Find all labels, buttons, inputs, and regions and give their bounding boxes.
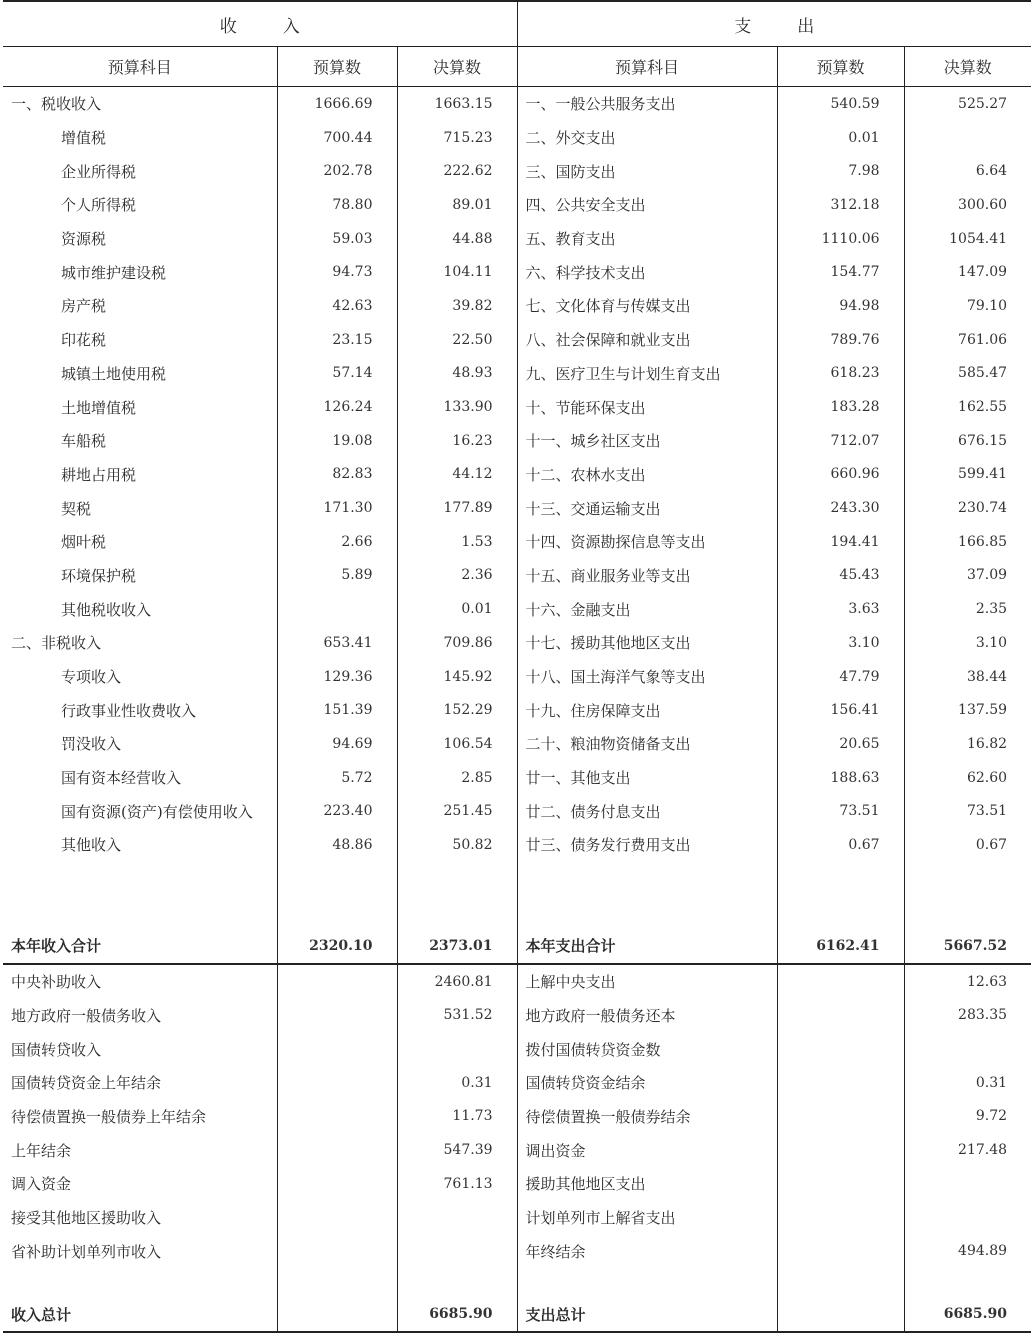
income-subject-cell: 增值税	[3, 121, 277, 155]
expenditure-final-cell: 494.89	[958, 1243, 1008, 1260]
expenditure-subject-cell: 六、科学技术支出	[517, 255, 777, 289]
expenditure-final-cell: 585.47	[958, 365, 1008, 382]
expenditure-final-cell: 761.06	[958, 331, 1008, 348]
expenditure-budget-cell: 243.30	[777, 491, 904, 525]
expenditure-budget-cell	[777, 1297, 904, 1332]
expenditure-subject-cell: 上解中央支出	[517, 964, 777, 999]
expenditure-final-cell	[904, 1167, 1031, 1201]
income-budget-header: 预算数	[277, 47, 397, 87]
income-final-cell: 16.23	[397, 424, 517, 458]
income-budget-cell: 59.03	[277, 222, 397, 256]
income-final-cell: 177.89	[397, 491, 517, 525]
spacer-row	[3, 862, 1031, 929]
expenditure-budget-cell: 156.41	[777, 693, 904, 727]
expenditure-final-cell: 166.85	[958, 533, 1008, 550]
expenditure-final-cell: 79.10	[966, 297, 1008, 314]
income-subject-cell: 城镇土地使用税	[3, 357, 277, 391]
expenditure-subject-cell: 十一、城乡社区支出	[517, 424, 777, 458]
empty-cell	[777, 862, 904, 929]
income-final-cell: 531.52	[397, 999, 517, 1033]
year-total-row	[3, 929, 1031, 964]
expenditure-final-cell: 6685.90	[904, 1297, 1031, 1332]
income-budget-cell: 94.73	[277, 255, 397, 289]
expenditure-final-cell	[904, 1201, 1031, 1235]
expenditure-subject-cell: 四、公共安全支出	[517, 188, 777, 222]
income-subject-cell: 一、税收收入	[3, 87, 277, 121]
expenditure-subject-header: 预算科目	[517, 47, 777, 87]
expenditure-subject-cell: 地方政府一般债务还本	[517, 999, 777, 1033]
income-subject-cell: 城市维护建设税	[3, 255, 277, 289]
expenditure-subject-cell: 待偿债置换一般债券结余	[517, 1100, 777, 1134]
expenditure-budget-cell: 20.65	[777, 727, 904, 761]
expenditure-budget-cell: 712.07	[777, 424, 904, 458]
income-subject-cell: 国债转贷资金上年结余	[3, 1066, 277, 1100]
table-row	[3, 357, 1031, 391]
income-subject-header: 预算科目	[3, 47, 277, 87]
expenditure-budget-cell: 94.98	[777, 289, 904, 323]
expenditure-subject-cell: 十二、农林水支出	[517, 458, 777, 492]
table-row	[3, 1032, 1031, 1066]
expenditure-budget-cell	[777, 999, 904, 1033]
expenditure-budget-cell	[777, 1066, 904, 1100]
expenditure-final-cell: 1054.41	[949, 230, 1008, 247]
income-budget-cell: 700.44	[277, 121, 397, 155]
expenditure-subject-cell: 二、外交支出	[517, 121, 777, 155]
income-final-cell: 1.53	[397, 525, 517, 559]
income-budget-cell	[277, 1032, 397, 1066]
expenditure-subject-cell: 本年支出合计	[517, 929, 777, 964]
expenditure-budget-cell: 618.23	[777, 357, 904, 391]
expenditure-final-cell: 217.48	[958, 1142, 1008, 1159]
expenditure-subject-cell: 国债转贷资金结余	[517, 1066, 777, 1100]
income-subject-cell: 调入资金	[3, 1167, 277, 1201]
table-row	[3, 222, 1031, 256]
expenditure-subject-cell: 拨付国债转贷资金数	[517, 1032, 777, 1066]
income-final-cell: 0.31	[397, 1066, 517, 1100]
table-row	[3, 1167, 1031, 1201]
income-subject-cell: 地方政府一般债务收入	[3, 999, 277, 1033]
income-subject-cell: 接受其他地区援助收入	[3, 1201, 277, 1235]
income-final-cell: 44.88	[397, 222, 517, 256]
income-budget-cell: 57.14	[277, 357, 397, 391]
income-budget-cell: 129.36	[277, 660, 397, 694]
income-subject-cell: 土地增值税	[3, 390, 277, 424]
budget-table	[3, 0, 1031, 1333]
budget-table-sheet	[3, 0, 1031, 1333]
expenditure-final-cell: 73.51	[966, 803, 1008, 820]
income-subject-cell: 环境保护税	[3, 559, 277, 593]
expenditure-final-cell	[904, 1032, 1031, 1066]
table-row	[3, 87, 1031, 121]
income-budget-cell: 5.72	[277, 761, 397, 795]
expenditure-subject-cell: 廿一、其他支出	[517, 761, 777, 795]
table-row	[3, 289, 1031, 323]
income-final-cell: 11.73	[397, 1100, 517, 1134]
section-header-row	[3, 1, 1031, 47]
expenditure-final-cell: 9.72	[975, 1108, 1008, 1125]
expenditure-budget-cell: 312.18	[777, 188, 904, 222]
income-section-header	[3, 1, 517, 47]
expenditure-subject-cell: 七、文化体育与传媒支出	[517, 289, 777, 323]
income-budget-cell: 151.39	[277, 693, 397, 727]
income-subject-cell: 专项收入	[3, 660, 277, 694]
expenditure-final-cell: 62.60	[966, 769, 1008, 786]
table-row	[3, 424, 1031, 458]
income-final-cell: 715.23	[397, 121, 517, 155]
table-row	[3, 828, 1031, 862]
income-budget-cell	[277, 1066, 397, 1100]
expenditure-subject-cell: 年终结余	[517, 1234, 777, 1268]
income-subject-cell: 契税	[3, 491, 277, 525]
income-final-cell: 2.36	[397, 559, 517, 593]
expenditure-subject-cell: 廿二、债务付息支出	[517, 794, 777, 828]
income-subject-cell: 烟叶税	[3, 525, 277, 559]
expenditure-budget-cell: 3.63	[777, 592, 904, 626]
income-subject-cell: 房产税	[3, 289, 277, 323]
empty-cell	[397, 862, 517, 929]
income-subject-cell: 收入总计	[3, 1297, 277, 1332]
expenditure-subject-cell: 十八、国土海洋气象等支出	[517, 660, 777, 694]
expenditure-final-cell: 37.09	[966, 567, 1008, 584]
expenditure-subject-cell: 十三、交通运输支出	[517, 491, 777, 525]
table-row	[3, 660, 1031, 694]
table-row	[3, 491, 1031, 525]
expenditure-subject-cell: 八、社会保障和就业支出	[517, 323, 777, 357]
income-final-cell	[397, 1234, 517, 1268]
income-final-cell: 2460.81	[397, 964, 517, 999]
empty-cell	[3, 1268, 277, 1297]
table-row	[3, 1234, 1031, 1268]
income-final-cell: 251.45	[397, 794, 517, 828]
income-final-cell: 44.12	[397, 458, 517, 492]
expenditure-final-cell: 0.67	[975, 836, 1008, 853]
expenditure-final-cell: 0.31	[975, 1074, 1008, 1091]
empty-cell	[904, 1268, 1031, 1297]
expenditure-subject-cell: 十七、援助其他地区支出	[517, 626, 777, 660]
expenditure-final-cell: 5667.52	[943, 937, 1008, 954]
expenditure-final-cell: 162.55	[958, 399, 1008, 416]
income-final-cell: 6685.90	[397, 1297, 517, 1332]
table-row	[3, 592, 1031, 626]
income-final-cell: 547.39	[397, 1133, 517, 1167]
income-subject-cell: 车船税	[3, 424, 277, 458]
expenditure-subject-cell: 廿三、债务发行费用支出	[517, 828, 777, 862]
income-budget-cell	[277, 1100, 397, 1134]
grand-total-row	[3, 1297, 1031, 1332]
income-subject-cell: 上年结余	[3, 1133, 277, 1167]
table-row	[3, 964, 1031, 999]
income-final-cell: 106.54	[397, 727, 517, 761]
expenditure-final-cell: 16.82	[966, 735, 1008, 752]
income-subject-cell: 行政事业性收费收入	[3, 693, 277, 727]
income-budget-cell	[277, 964, 397, 999]
income-final-cell: 104.11	[397, 255, 517, 289]
income-subject-cell: 二、非税收入	[3, 626, 277, 660]
income-budget-cell: 19.08	[277, 424, 397, 458]
expenditure-final-cell: 2.35	[975, 601, 1008, 618]
expenditure-budget-cell	[777, 964, 904, 999]
empty-cell	[517, 1268, 777, 1297]
column-header-row	[3, 47, 1031, 87]
table-row	[3, 626, 1031, 660]
income-budget-cell	[277, 999, 397, 1033]
expenditure-budget-cell: 154.77	[777, 255, 904, 289]
expenditure-final-cell: 137.59	[958, 702, 1008, 719]
income-final-cell: 89.01	[397, 188, 517, 222]
income-budget-cell	[277, 1234, 397, 1268]
income-budget-cell: 78.80	[277, 188, 397, 222]
income-final-cell: 22.50	[397, 323, 517, 357]
income-final-cell: 50.82	[397, 828, 517, 862]
income-budget-cell: 94.69	[277, 727, 397, 761]
expenditure-budget-cell: 0.01	[777, 121, 904, 155]
expenditure-section-header	[517, 1, 1031, 47]
expenditure-budget-cell: 660.96	[777, 458, 904, 492]
expenditure-final-cell: 525.27	[904, 87, 1031, 121]
expenditure-budget-cell: 1110.06	[777, 222, 904, 256]
income-subject-cell: 国债转贷收入	[3, 1032, 277, 1066]
empty-cell	[277, 862, 397, 929]
income-budget-cell: 23.15	[277, 323, 397, 357]
income-budget-cell: 223.40	[277, 794, 397, 828]
table-row	[3, 727, 1031, 761]
empty-cell	[397, 1268, 517, 1297]
table-row	[3, 794, 1031, 828]
income-budget-cell: 5.89	[277, 559, 397, 593]
expenditure-budget-cell: 194.41	[777, 525, 904, 559]
expenditure-final-cell: 38.44	[966, 668, 1008, 685]
table-row	[3, 188, 1031, 222]
table-row	[3, 1133, 1031, 1167]
spacer-row	[3, 1268, 1031, 1297]
income-final-cell	[397, 1032, 517, 1066]
income-final-cell: 2.85	[397, 761, 517, 795]
table-row	[3, 525, 1031, 559]
income-budget-cell: 48.86	[277, 828, 397, 862]
income-final-cell: 133.90	[397, 390, 517, 424]
income-budget-cell: 126.24	[277, 390, 397, 424]
income-subject-cell: 印花税	[3, 323, 277, 357]
income-subject-cell: 资源税	[3, 222, 277, 256]
income-budget-cell	[277, 1133, 397, 1167]
income-budget-cell: 82.83	[277, 458, 397, 492]
expenditure-final-cell: 300.60	[958, 196, 1008, 213]
expenditure-budget-cell: 183.28	[777, 390, 904, 424]
table-row	[3, 559, 1031, 593]
table-row	[3, 255, 1031, 289]
income-budget-cell: 2320.10	[277, 929, 397, 964]
expenditure-subject-cell: 十六、金融支出	[517, 592, 777, 626]
expenditure-header-char-2: 出	[797, 16, 815, 37]
expenditure-budget-cell	[777, 1032, 904, 1066]
expenditure-budget-cell: 73.51	[777, 794, 904, 828]
expenditure-budget-cell: 47.79	[777, 660, 904, 694]
income-final-cell: 0.01	[397, 592, 517, 626]
expenditure-final-header: 决算数	[904, 47, 1031, 87]
table-row	[3, 1100, 1031, 1134]
empty-cell	[904, 862, 1031, 929]
table-row	[3, 390, 1031, 424]
income-final-cell: 145.92	[397, 660, 517, 694]
income-final-cell: 709.86	[397, 626, 517, 660]
table-row	[3, 154, 1031, 188]
expenditure-subject-cell: 调出资金	[517, 1133, 777, 1167]
income-budget-cell: 171.30	[277, 491, 397, 525]
income-budget-cell: 653.41	[277, 626, 397, 660]
income-final-cell: 1663.15	[397, 87, 517, 121]
expenditure-subject-cell: 计划单列市上解省支出	[517, 1201, 777, 1235]
expenditure-budget-cell: 540.59	[777, 87, 904, 121]
expenditure-budget-cell	[777, 1100, 904, 1134]
expenditure-subject-cell: 二十、粮油物资储备支出	[517, 727, 777, 761]
table-row	[3, 761, 1031, 795]
expenditure-budget-cell: 3.10	[777, 626, 904, 660]
expenditure-budget-header: 预算数	[777, 47, 904, 87]
income-final-cell: 222.62	[397, 154, 517, 188]
income-subject-cell: 待偿债置换一般债券上年结余	[3, 1100, 277, 1134]
income-budget-cell	[277, 592, 397, 626]
income-header-char-1: 收	[219, 16, 237, 37]
income-budget-cell: 2.66	[277, 525, 397, 559]
expenditure-subject-cell: 十四、资源勘探信息等支出	[517, 525, 777, 559]
empty-cell	[517, 862, 777, 929]
empty-cell	[3, 862, 277, 929]
income-subject-cell: 其他收入	[3, 828, 277, 862]
table-row	[3, 458, 1031, 492]
income-subject-cell: 其他税收收入	[3, 592, 277, 626]
expenditure-subject-cell: 一、一般公共服务支出	[517, 87, 777, 121]
expenditure-final-cell: 6.64	[975, 163, 1008, 180]
income-subject-cell: 个人所得税	[3, 188, 277, 222]
income-subject-cell: 中央补助收入	[3, 964, 277, 999]
income-budget-cell: 1666.69	[277, 87, 397, 121]
expenditure-final-cell: 283.35	[958, 1007, 1008, 1024]
expenditure-subject-cell: 十九、住房保障支出	[517, 693, 777, 727]
income-budget-cell: 42.63	[277, 289, 397, 323]
income-subject-cell: 罚没收入	[3, 727, 277, 761]
expenditure-budget-cell: 6162.41	[777, 929, 904, 964]
expenditure-budget-cell: 45.43	[777, 559, 904, 593]
income-final-cell: 2373.01	[397, 929, 517, 964]
income-subject-cell: 耕地占用税	[3, 458, 277, 492]
income-final-cell: 39.82	[397, 289, 517, 323]
expenditure-final-cell: 676.15	[958, 432, 1008, 449]
expenditure-budget-cell: 7.98	[777, 154, 904, 188]
expenditure-final-cell: 599.41	[958, 466, 1008, 483]
table-row	[3, 1066, 1031, 1100]
expenditure-final-cell: 230.74	[958, 500, 1008, 517]
expenditure-budget-cell	[777, 1167, 904, 1201]
table-row	[3, 121, 1031, 155]
income-subject-cell: 省补助计划单列市收入	[3, 1234, 277, 1268]
expenditure-final-cell	[904, 121, 1031, 155]
income-final-cell: 761.13	[397, 1167, 517, 1201]
expenditure-final-cell: 147.09	[958, 264, 1008, 281]
expenditure-header-char-1: 支	[734, 16, 752, 37]
expenditure-final-cell: 12.63	[904, 964, 1031, 999]
income-subject-cell: 企业所得税	[3, 154, 277, 188]
income-subject-cell: 国有资源(资产)有偿使用收入	[3, 794, 277, 828]
expenditure-subject-cell: 五、教育支出	[517, 222, 777, 256]
expenditure-subject-cell: 三、国防支出	[517, 154, 777, 188]
expenditure-budget-cell	[777, 1234, 904, 1268]
table-row	[3, 323, 1031, 357]
income-budget-cell	[277, 1297, 397, 1332]
expenditure-subject-cell: 十五、商业服务业等支出	[517, 559, 777, 593]
expenditure-subject-cell: 援助其他地区支出	[517, 1167, 777, 1201]
expenditure-budget-cell: 789.76	[777, 323, 904, 357]
table-row	[3, 693, 1031, 727]
income-budget-cell	[277, 1167, 397, 1201]
expenditure-final-cell: 3.10	[975, 634, 1008, 651]
income-subject-cell: 国有资本经营收入	[3, 761, 277, 795]
income-final-cell	[397, 1201, 517, 1235]
income-final-cell: 48.93	[397, 357, 517, 391]
expenditure-budget-cell: 0.67	[777, 828, 904, 862]
income-final-header: 决算数	[397, 47, 517, 87]
income-budget-cell	[277, 1201, 397, 1235]
empty-cell	[777, 1268, 904, 1297]
table-row	[3, 999, 1031, 1033]
expenditure-subject-cell: 九、医疗卫生与计划生育支出	[517, 357, 777, 391]
table-row	[3, 1201, 1031, 1235]
income-header-char-2: 入	[282, 16, 300, 37]
empty-cell	[277, 1268, 397, 1297]
expenditure-subject-cell: 支出总计	[517, 1297, 777, 1332]
expenditure-budget-cell	[777, 1133, 904, 1167]
income-budget-cell: 202.78	[277, 154, 397, 188]
income-final-cell: 152.29	[397, 693, 517, 727]
expenditure-subject-cell: 十、节能环保支出	[517, 390, 777, 424]
income-subject-cell: 本年收入合计	[3, 929, 277, 964]
expenditure-budget-cell: 188.63	[777, 761, 904, 795]
expenditure-budget-cell	[777, 1201, 904, 1235]
